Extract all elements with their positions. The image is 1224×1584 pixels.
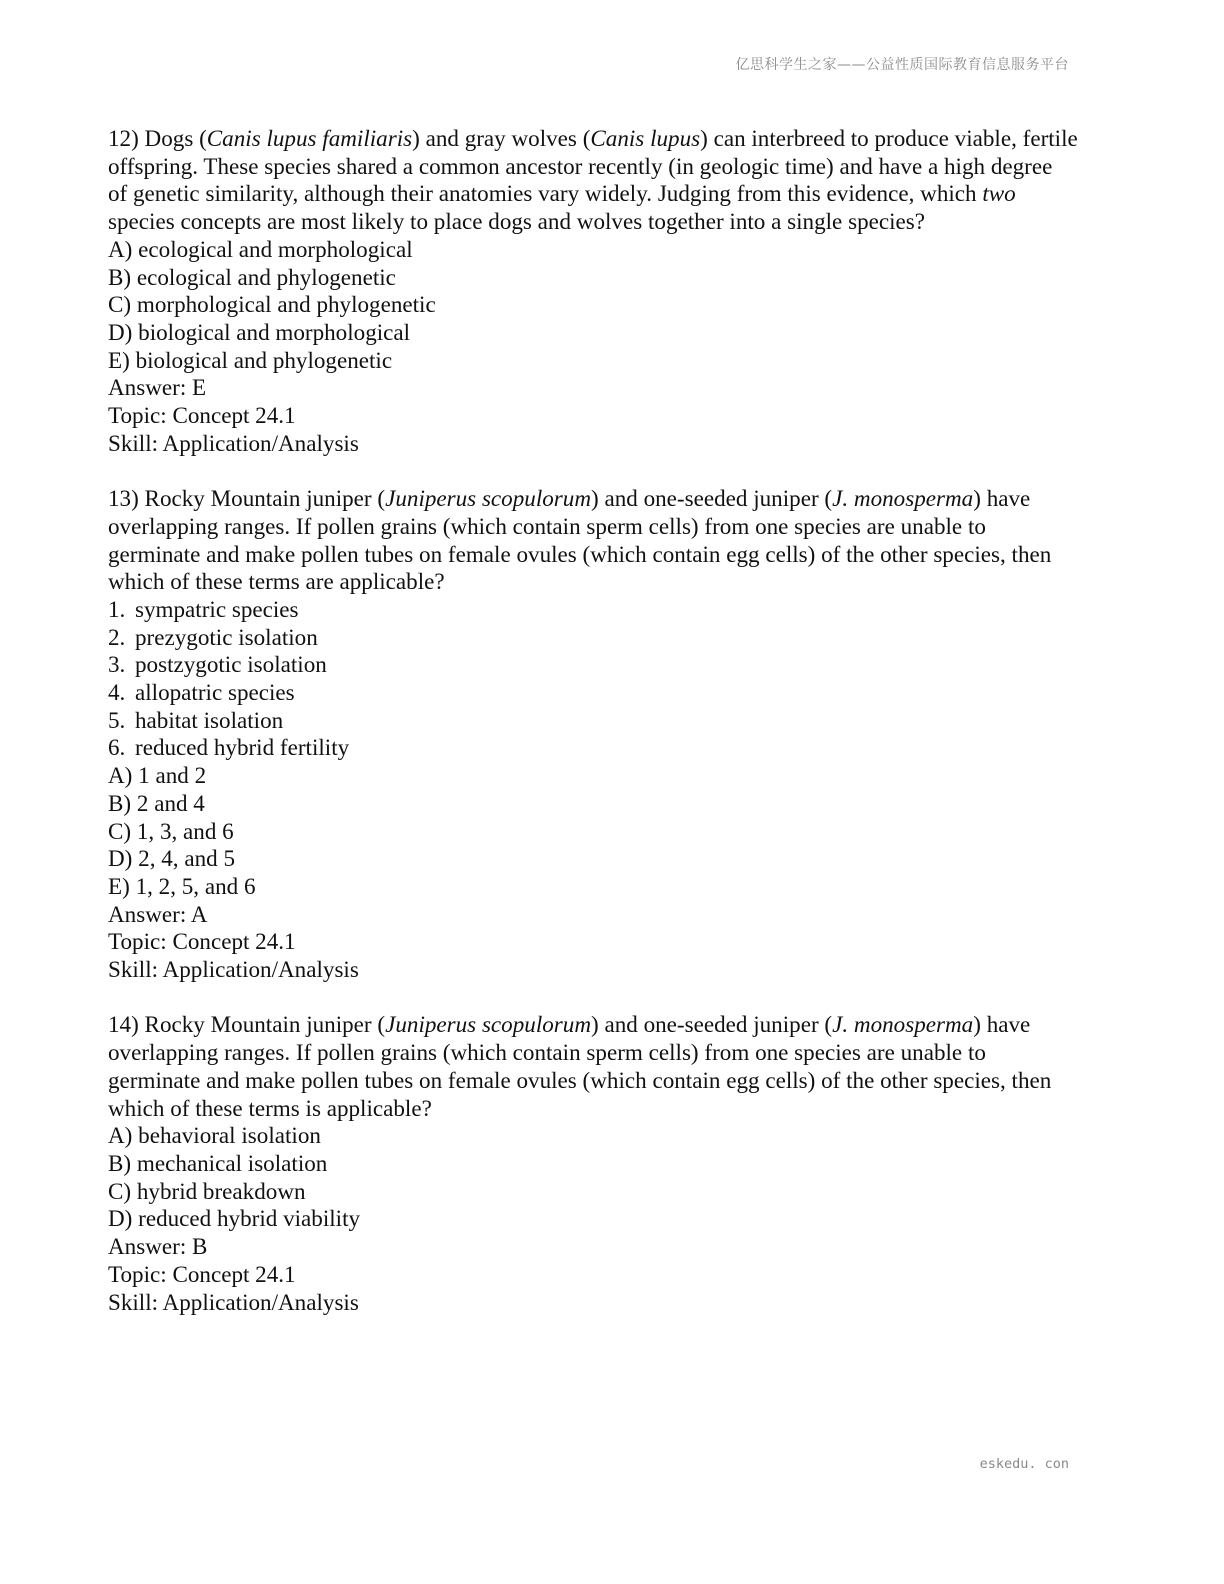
stem-text: ) can interbreed to produce viable, fertile (700, 125, 1078, 151)
option-a: A) ecological and morphological (108, 235, 413, 262)
emphasis-text: two (982, 180, 1016, 207)
stem-line (108, 485, 1118, 513)
question-stem (108, 485, 1118, 596)
item-number: 3. (108, 651, 126, 678)
stem-line (108, 125, 1118, 153)
stem-line: germinate and make pollen tubes on female ovules (which contain egg cells) of the other species, then (108, 1066, 1052, 1093)
question-13 (108, 485, 1118, 984)
option-a: A) 1 and 2 (108, 762, 207, 789)
question-14 (108, 1011, 1118, 1316)
option-d: D) reduced hybrid viability (108, 1205, 361, 1232)
stem-text: 13) Rocky Mountain juniper ( (108, 485, 386, 512)
option-b: B) ecological and phylogenetic (108, 263, 396, 290)
stem-line: which of these terms is applicable? (108, 1094, 432, 1121)
option-d: D) biological and morphological (108, 318, 411, 345)
stem-line (108, 180, 1118, 208)
item-text: postzygotic isolation (135, 651, 327, 678)
species-name: Canis lupus familiaris (206, 125, 413, 151)
numbered-item (108, 651, 1118, 679)
answer-line: Answer: A (108, 900, 208, 927)
question-stem (108, 125, 1118, 236)
stem-line (108, 1011, 1118, 1039)
item-number: 4. (108, 679, 126, 706)
answer-line: Answer: B (108, 1233, 208, 1260)
stem-text: ) have (973, 1011, 1031, 1038)
topic-line: Topic: Concept 24.1 (108, 402, 296, 429)
stem-line: overlapping ranges. If pollen grains (which contain sperm cells) from one species are unable to (108, 1039, 986, 1066)
topic-line: Topic: Concept 24.1 (108, 1260, 296, 1287)
answer-line: Answer: E (108, 374, 207, 401)
stem-line: offspring. These species shared a common ancestor recently (in geologic time) and have a high degree (108, 152, 1053, 179)
option-b: B) mechanical isolation (108, 1149, 328, 1176)
skill-line: Skill: Application/Analysis (108, 956, 359, 983)
skill-line: Skill: Application/Analysis (108, 1288, 359, 1315)
stem-text: 12) Dogs ( (108, 125, 207, 151)
stem-line: germinate and make pollen tubes on female ovules (which contain egg cells) of the other species, then (108, 540, 1052, 567)
numbered-item (108, 707, 1118, 735)
stem-text: ) and one-seeded juniper ( (591, 485, 833, 512)
stem-text: ) and gray wolves ( (412, 125, 591, 151)
document-body (108, 125, 1118, 1344)
item-number: 2. (108, 623, 126, 650)
numbered-item (108, 624, 1118, 652)
species-name: J. monosperma (832, 1011, 974, 1038)
option-d: D) 2, 4, and 5 (108, 845, 235, 872)
option-a: A) behavioral isolation (108, 1122, 321, 1149)
option-b: B) 2 and 4 (108, 789, 205, 816)
option-c: C) 1, 3, and 6 (108, 817, 234, 844)
stem-line: overlapping ranges. If pollen grains (which contain sperm cells) from one species are unable to (108, 512, 986, 539)
species-name: J. monosperma (832, 485, 974, 512)
item-number: 6. (108, 734, 126, 761)
option-c: C) morphological and phylogenetic (108, 291, 436, 318)
page-header: 亿思科学生之家——公益性质国际教育信息服务平台 (735, 57, 1069, 73)
topic-line: Topic: Concept 24.1 (108, 928, 296, 955)
item-text: prezygotic isolation (135, 623, 318, 650)
option-e: E) 1, 2, 5, and 6 (108, 872, 256, 899)
species-name: Juniperus scopulorum (385, 1011, 591, 1038)
item-text: habitat isolation (135, 706, 284, 733)
page-footer: eskedu. con (979, 1456, 1069, 1472)
question-12 (108, 125, 1118, 457)
stem-text: of genetic similarity, although their anatomies vary widely. Judging from this evidence, which (108, 180, 983, 207)
stem-text: ) have (973, 485, 1031, 512)
question-stem (108, 1011, 1118, 1122)
item-number: 1. (108, 595, 126, 622)
option-c: C) hybrid breakdown (108, 1177, 306, 1204)
option-e: E) biological and phylogenetic (108, 346, 393, 373)
item-text: reduced hybrid fertility (135, 734, 350, 761)
stem-line: which of these terms are applicable? (108, 568, 445, 595)
skill-line: Skill: Application/Analysis (108, 429, 359, 456)
item-number: 5. (108, 706, 126, 733)
species-name: Canis lupus (590, 125, 701, 151)
item-text: sympatric species (135, 595, 299, 622)
numbered-item (108, 679, 1118, 707)
species-name: Juniperus scopulorum (385, 485, 591, 512)
stem-text: ) and one-seeded juniper ( (591, 1011, 833, 1038)
numbered-item (108, 734, 1118, 762)
item-text: allopatric species (135, 679, 295, 706)
numbered-item (108, 596, 1118, 624)
stem-line: species concepts are most likely to place dogs and wolves together into a single species? (108, 208, 926, 235)
stem-text: 14) Rocky Mountain juniper ( (108, 1011, 386, 1038)
